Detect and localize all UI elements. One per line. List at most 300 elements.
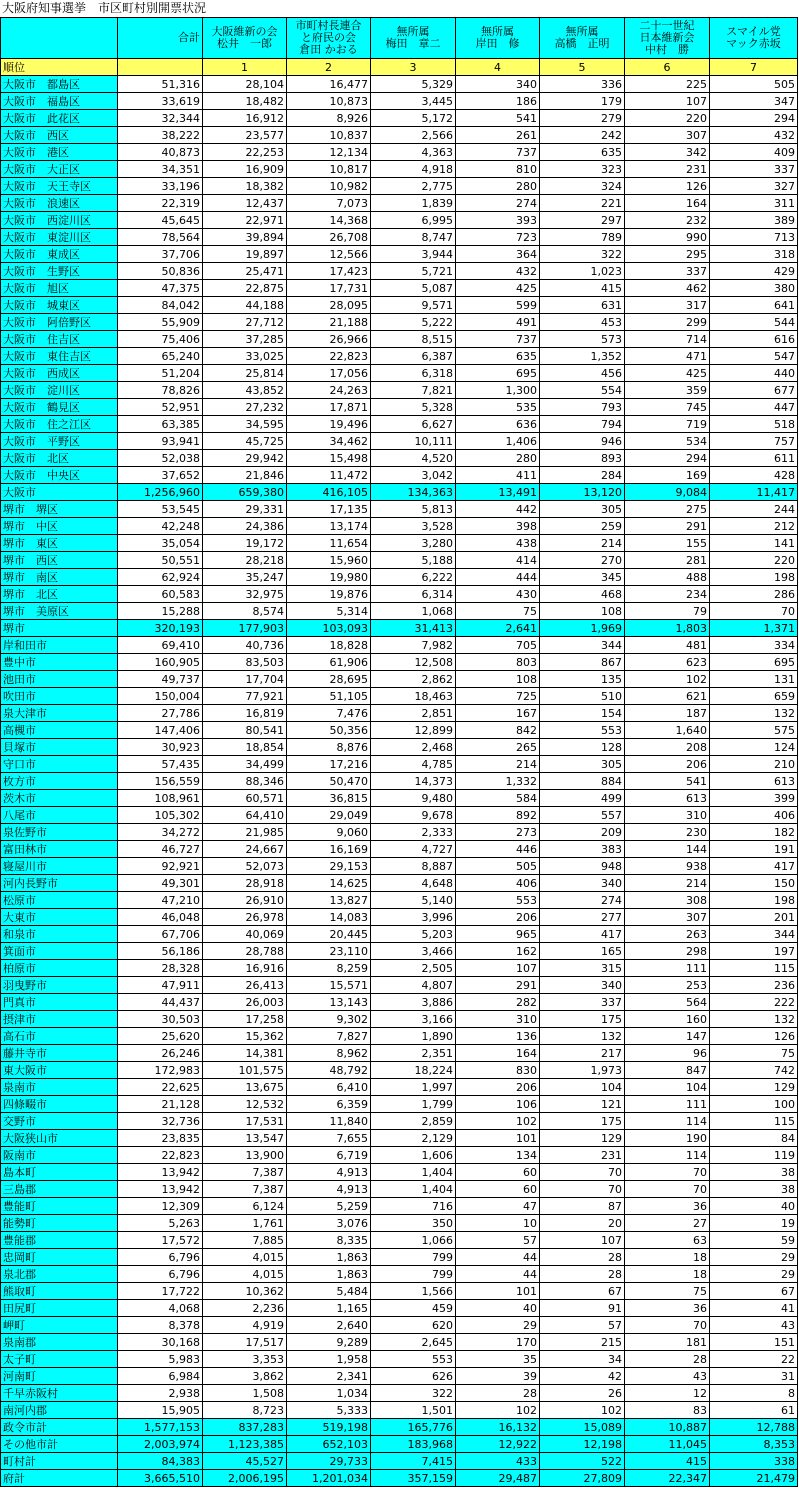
cell-total: 22,319 — [118, 195, 203, 212]
cell-candidate-4: 965 — [456, 926, 540, 943]
table-body — [1, 18, 798, 1487]
cell-candidate-5: 87 — [540, 1198, 625, 1215]
cell-candidate-7: 150 — [710, 875, 798, 892]
cell-candidate-6: 275 — [625, 501, 710, 518]
cell-candidate-6: 253 — [625, 977, 710, 994]
cell-candidate-6: 104 — [625, 1079, 710, 1096]
row-name: 大阪市 都島区 — [1, 76, 118, 93]
row-name: 阪南市 — [1, 1147, 118, 1164]
cell-candidate-2: 9,302 — [287, 1011, 371, 1028]
cell-candidate-5: 102 — [540, 1402, 625, 1419]
cell-candidate-3: 18,224 — [371, 1062, 456, 1079]
cell-candidate-5: 340 — [540, 977, 625, 994]
cell-candidate-1: 18,382 — [203, 178, 287, 195]
cell-candidate-2: 7,476 — [287, 705, 371, 722]
cell-candidate-1: 60,571 — [203, 790, 287, 807]
cell-total: 30,503 — [118, 1011, 203, 1028]
cell-candidate-3: 6,387 — [371, 348, 456, 365]
row-name: 泉佐野市 — [1, 824, 118, 841]
cell-candidate-3: 6,627 — [371, 416, 456, 433]
cell-candidate-7: 132 — [710, 705, 798, 722]
cell-total: 172,983 — [118, 1062, 203, 1079]
table-row — [1, 637, 798, 654]
cell-candidate-3: 4,807 — [371, 977, 456, 994]
cell-candidate-5: 383 — [540, 841, 625, 858]
cell-candidate-3: 4,727 — [371, 841, 456, 858]
cell-candidate-6: 208 — [625, 739, 710, 756]
cell-candidate-5: 1,973 — [540, 1062, 625, 1079]
cell-candidate-1: 3,353 — [203, 1351, 287, 1368]
cell-candidate-2: 16,477 — [287, 76, 371, 93]
row-name: 堺市 東区 — [1, 535, 118, 552]
cell-candidate-1: 19,172 — [203, 535, 287, 552]
row-name: 貝塚市 — [1, 739, 118, 756]
cell-candidate-4: 40 — [456, 1300, 540, 1317]
cell-candidate-1: 3,862 — [203, 1368, 287, 1385]
cell-candidate-6: 27 — [625, 1215, 710, 1232]
table-row — [1, 858, 798, 875]
cell-candidate-6: 481 — [625, 637, 710, 654]
cell-candidate-4: 599 — [456, 297, 540, 314]
cell-candidate-7: 613 — [710, 773, 798, 790]
cell-candidate-5: 557 — [540, 807, 625, 824]
cell-candidate-5: 510 — [540, 688, 625, 705]
cell-candidate-1: 21,846 — [203, 467, 287, 484]
table-row — [1, 229, 798, 246]
cell-candidate-3: 2,129 — [371, 1130, 456, 1147]
cell-candidate-3: 1,068 — [371, 603, 456, 620]
cell-candidate-3: 7,415 — [371, 1453, 456, 1470]
cell-candidate-3: 2,468 — [371, 739, 456, 756]
table-row — [1, 76, 798, 93]
cell-candidate-2: 519,198 — [287, 1419, 371, 1436]
cell-candidate-4: 1,406 — [456, 433, 540, 450]
row-name: 羽曳野市 — [1, 977, 118, 994]
cell-candidate-1: 4,015 — [203, 1266, 287, 1283]
row-name: 藤井寺市 — [1, 1045, 118, 1062]
row-name: 堺市 北区 — [1, 586, 118, 603]
cell-candidate-7: 22 — [710, 1351, 798, 1368]
cell-candidate-4: 265 — [456, 739, 540, 756]
cell-candidate-3: 553 — [371, 1351, 456, 1368]
cell-total: 49,737 — [118, 671, 203, 688]
table-row — [1, 926, 798, 943]
cell-candidate-3: 10,111 — [371, 433, 456, 450]
rank-1: 1 — [203, 59, 287, 76]
cell-candidate-5: 270 — [540, 552, 625, 569]
cell-candidate-7: 659 — [710, 688, 798, 705]
row-name: 島本町 — [1, 1164, 118, 1181]
cell-candidate-4: 170 — [456, 1334, 540, 1351]
cell-candidate-7: 236 — [710, 977, 798, 994]
header-candidate-5-party: 無所属 — [565, 25, 599, 38]
cell-candidate-6: 990 — [625, 229, 710, 246]
row-name: 大阪市 此花区 — [1, 110, 118, 127]
cell-candidate-2: 6,359 — [287, 1096, 371, 1113]
cell-candidate-6: 232 — [625, 212, 710, 229]
cell-candidate-6: 70 — [625, 1317, 710, 1334]
cell-candidate-1: 4,919 — [203, 1317, 287, 1334]
cell-candidate-2: 15,960 — [287, 552, 371, 569]
cell-candidate-3: 183,968 — [371, 1436, 456, 1453]
cell-candidate-2: 26,708 — [287, 229, 371, 246]
cell-candidate-5: 554 — [540, 382, 625, 399]
cell-candidate-5: 499 — [540, 790, 625, 807]
cell-candidate-5: 277 — [540, 909, 625, 926]
cell-total: 37,652 — [118, 467, 203, 484]
header-candidate-3-name: 梅田 章二 — [385, 37, 441, 50]
header-candidate-6-party-2: 日本維新会 — [639, 31, 695, 44]
cell-candidate-6: 291 — [625, 518, 710, 535]
cell-candidate-4: 491 — [456, 314, 540, 331]
table-row — [1, 161, 798, 178]
cell-candidate-5: 522 — [540, 1453, 625, 1470]
cell-total: 22,625 — [118, 1079, 203, 1096]
cell-candidate-2: 6,719 — [287, 1147, 371, 1164]
row-name: 和泉市 — [1, 926, 118, 943]
cell-candidate-2: 13,143 — [287, 994, 371, 1011]
row-name: 堺市 中区 — [1, 518, 118, 535]
cell-candidate-2: 1,958 — [287, 1351, 371, 1368]
cell-candidate-3: 6,318 — [371, 365, 456, 382]
cell-candidate-6: 147 — [625, 1028, 710, 1045]
cell-candidate-5: 345 — [540, 569, 625, 586]
cell-candidate-7: 182 — [710, 824, 798, 841]
cell-candidate-5: 867 — [540, 654, 625, 671]
cell-candidate-5: 1,352 — [540, 348, 625, 365]
cell-candidate-7: 518 — [710, 416, 798, 433]
cell-candidate-4: 39 — [456, 1368, 540, 1385]
cell-candidate-1: 34,595 — [203, 416, 287, 433]
cell-total: 26,246 — [118, 1045, 203, 1062]
cell-candidate-2: 5,259 — [287, 1198, 371, 1215]
cell-candidate-3: 799 — [371, 1266, 456, 1283]
cell-candidate-1: 22,971 — [203, 212, 287, 229]
cell-candidate-5: 323 — [540, 161, 625, 178]
cell-candidate-1: 80,541 — [203, 722, 287, 739]
table-row — [1, 1045, 798, 1062]
cell-candidate-3: 3,886 — [371, 994, 456, 1011]
row-name: 堺市 美原区 — [1, 603, 118, 620]
cell-total: 320,193 — [118, 620, 203, 637]
cell-candidate-3: 9,678 — [371, 807, 456, 824]
row-name: 茨木市 — [1, 790, 118, 807]
cell-candidate-6: 714 — [625, 331, 710, 348]
cell-candidate-1: 25,471 — [203, 263, 287, 280]
cell-candidate-4: 13,491 — [456, 484, 540, 501]
cell-candidate-5: 26 — [540, 1385, 625, 1402]
table-row — [1, 1130, 798, 1147]
row-name: 交野市 — [1, 1113, 118, 1130]
row-name: 熊取町 — [1, 1283, 118, 1300]
cell-candidate-2: 1,165 — [287, 1300, 371, 1317]
cell-candidate-2: 12,134 — [287, 144, 371, 161]
table-row — [1, 450, 798, 467]
cell-candidate-1: 4,015 — [203, 1249, 287, 1266]
cell-candidate-4: 106 — [456, 1096, 540, 1113]
row-name: 能勢町 — [1, 1215, 118, 1232]
cell-candidate-5: 67 — [540, 1283, 625, 1300]
cell-total: 2,003,974 — [118, 1436, 203, 1453]
cell-candidate-7: 129 — [710, 1079, 798, 1096]
cell-candidate-4: 186 — [456, 93, 540, 110]
cell-candidate-6: 471 — [625, 348, 710, 365]
cell-candidate-6: 317 — [625, 297, 710, 314]
cell-candidate-4: 446 — [456, 841, 540, 858]
cell-candidate-5: 107 — [540, 1232, 625, 1249]
cell-candidate-3: 9,480 — [371, 790, 456, 807]
cell-candidate-7: 311 — [710, 195, 798, 212]
cell-candidate-1: 17,531 — [203, 1113, 287, 1130]
cell-total: 27,786 — [118, 705, 203, 722]
cell-candidate-4: 108 — [456, 671, 540, 688]
cell-total: 156,559 — [118, 773, 203, 790]
row-name: 大阪狭山市 — [1, 1130, 118, 1147]
cell-total: 75,406 — [118, 331, 203, 348]
cell-candidate-4: 364 — [456, 246, 540, 263]
header-candidate-2 — [287, 18, 371, 59]
cell-candidate-7: 119 — [710, 1147, 798, 1164]
cell-candidate-2: 9,289 — [287, 1334, 371, 1351]
cell-candidate-2: 61,906 — [287, 654, 371, 671]
cell-candidate-3: 4,785 — [371, 756, 456, 773]
cell-candidate-4: 101 — [456, 1283, 540, 1300]
header-candidate-6-party-1: 二十一世紀 — [639, 19, 695, 32]
cell-candidate-6: 160 — [625, 1011, 710, 1028]
cell-candidate-4: 636 — [456, 416, 540, 433]
cell-total: 60,583 — [118, 586, 203, 603]
cell-candidate-4: 425 — [456, 280, 540, 297]
cell-candidate-2: 9,060 — [287, 824, 371, 841]
cell-candidate-3: 2,775 — [371, 178, 456, 195]
cell-candidate-7: 429 — [710, 263, 798, 280]
cell-candidate-7: 151 — [710, 1334, 798, 1351]
cell-candidate-4: 810 — [456, 161, 540, 178]
cell-candidate-1: 25,814 — [203, 365, 287, 382]
cell-candidate-1: 35,247 — [203, 569, 287, 586]
cell-total: 15,288 — [118, 603, 203, 620]
cell-candidate-7: 677 — [710, 382, 798, 399]
cell-candidate-6: 263 — [625, 926, 710, 943]
cell-candidate-7: 575 — [710, 722, 798, 739]
cell-candidate-7: 29 — [710, 1249, 798, 1266]
table-row — [1, 297, 798, 314]
rank-5: 5 — [540, 59, 625, 76]
cell-total: 32,344 — [118, 110, 203, 127]
cell-candidate-5: 57 — [540, 1317, 625, 1334]
cell-candidate-5: 42 — [540, 1368, 625, 1385]
cell-candidate-3: 2,862 — [371, 671, 456, 688]
table-row — [1, 1079, 798, 1096]
cell-candidate-2: 29,049 — [287, 807, 371, 824]
table-row — [1, 246, 798, 263]
cell-candidate-2: 28,695 — [287, 671, 371, 688]
cell-total: 84,042 — [118, 297, 203, 314]
cell-candidate-5: 297 — [540, 212, 625, 229]
cell-candidate-4: 214 — [456, 756, 540, 773]
header-candidate-6 — [625, 18, 710, 59]
cell-candidate-3: 5,087 — [371, 280, 456, 297]
cell-candidate-7: 11,417 — [710, 484, 798, 501]
cell-candidate-3: 18,463 — [371, 688, 456, 705]
cell-candidate-3: 1,404 — [371, 1181, 456, 1198]
cell-total: 8,378 — [118, 1317, 203, 1334]
cell-candidate-5: 175 — [540, 1011, 625, 1028]
cell-total: 78,826 — [118, 382, 203, 399]
cell-candidate-4: 75 — [456, 603, 540, 620]
cell-candidate-2: 50,356 — [287, 722, 371, 739]
row-name: 南河内郡 — [1, 1402, 118, 1419]
cell-candidate-7: 212 — [710, 518, 798, 535]
cell-candidate-1: 1,508 — [203, 1385, 287, 1402]
cell-candidate-4: 398 — [456, 518, 540, 535]
cell-candidate-7: 38 — [710, 1181, 798, 1198]
table-row — [1, 569, 798, 586]
cell-candidate-5: 104 — [540, 1079, 625, 1096]
table-row — [1, 331, 798, 348]
row-name: 豊能郡 — [1, 1232, 118, 1249]
cell-total: 55,909 — [118, 314, 203, 331]
cell-candidate-3: 5,813 — [371, 501, 456, 518]
table-row — [1, 977, 798, 994]
cell-candidate-4: 803 — [456, 654, 540, 671]
cell-candidate-5: 553 — [540, 722, 625, 739]
header-total: 合計 — [118, 18, 203, 59]
cell-candidate-7: 294 — [710, 110, 798, 127]
cell-candidate-7: 198 — [710, 892, 798, 909]
cell-candidate-1: 26,003 — [203, 994, 287, 1011]
rank-6: 6 — [625, 59, 710, 76]
cell-candidate-3: 459 — [371, 1300, 456, 1317]
cell-candidate-5: 324 — [540, 178, 625, 195]
cell-total: 49,301 — [118, 875, 203, 892]
cell-candidate-2: 1,863 — [287, 1249, 371, 1266]
cell-candidate-2: 10,837 — [287, 127, 371, 144]
cell-candidate-6: 96 — [625, 1045, 710, 1062]
cell-candidate-4: 167 — [456, 705, 540, 722]
cell-candidate-2: 416,105 — [287, 484, 371, 501]
cell-candidate-6: 102 — [625, 671, 710, 688]
cell-candidate-3: 5,203 — [371, 926, 456, 943]
table-row — [1, 1317, 798, 1334]
cell-candidate-7: 61 — [710, 1402, 798, 1419]
cell-total: 150,004 — [118, 688, 203, 705]
cell-candidate-6: 107 — [625, 93, 710, 110]
row-name: 岬町 — [1, 1317, 118, 1334]
cell-candidate-6: 18 — [625, 1249, 710, 1266]
cell-candidate-1: 13,900 — [203, 1147, 287, 1164]
row-name: 堺市 西区 — [1, 552, 118, 569]
cell-candidate-4: 57 — [456, 1232, 540, 1249]
row-name: 大阪市 天王寺区 — [1, 178, 118, 195]
cell-candidate-1: 52,073 — [203, 858, 287, 875]
cell-total: 147,406 — [118, 722, 203, 739]
cell-candidate-1: 18,854 — [203, 739, 287, 756]
cell-candidate-5: 279 — [540, 110, 625, 127]
cell-candidate-2: 21,188 — [287, 314, 371, 331]
cell-candidate-7: 713 — [710, 229, 798, 246]
cell-candidate-1: 6,124 — [203, 1198, 287, 1215]
cell-candidate-6: 307 — [625, 127, 710, 144]
row-name: 千早赤阪村 — [1, 1385, 118, 1402]
cell-candidate-7: 222 — [710, 994, 798, 1011]
cell-total: 92,921 — [118, 858, 203, 875]
cell-total: 21,128 — [118, 1096, 203, 1113]
cell-candidate-4: 136 — [456, 1028, 540, 1045]
cell-candidate-5: 305 — [540, 501, 625, 518]
cell-total: 47,911 — [118, 977, 203, 994]
cell-candidate-5: 793 — [540, 399, 625, 416]
cell-candidate-3: 1,606 — [371, 1147, 456, 1164]
cell-total: 13,942 — [118, 1181, 203, 1198]
cell-candidate-7: 197 — [710, 943, 798, 960]
cell-total: 33,619 — [118, 93, 203, 110]
cell-candidate-3: 8,515 — [371, 331, 456, 348]
cell-candidate-5: 209 — [540, 824, 625, 841]
cell-candidate-4: 553 — [456, 892, 540, 909]
cell-total: 84,383 — [118, 1453, 203, 1470]
cell-candidate-7: 40 — [710, 1198, 798, 1215]
row-name: 泉南郡 — [1, 1334, 118, 1351]
cell-candidate-4: 432 — [456, 263, 540, 280]
cell-candidate-5: 135 — [540, 671, 625, 688]
cell-candidate-3: 2,351 — [371, 1045, 456, 1062]
cell-candidate-6: 281 — [625, 552, 710, 569]
cell-candidate-1: 45,527 — [203, 1453, 287, 1470]
cell-candidate-2: 11,472 — [287, 467, 371, 484]
cell-candidate-5: 344 — [540, 637, 625, 654]
cell-total: 1,577,153 — [118, 1419, 203, 1436]
cell-candidate-7: 126 — [710, 1028, 798, 1045]
table-row — [1, 1113, 798, 1130]
cell-candidate-5: 20 — [540, 1215, 625, 1232]
cell-candidate-6: 299 — [625, 314, 710, 331]
cell-candidate-6: 114 — [625, 1113, 710, 1130]
cell-candidate-4: 505 — [456, 858, 540, 875]
header-candidate-4-name: 岸田 修 — [475, 37, 520, 50]
cell-candidate-4: 635 — [456, 348, 540, 365]
cell-candidate-1: 32,975 — [203, 586, 287, 603]
cell-total: 5,983 — [118, 1351, 203, 1368]
cell-candidate-1: 16,819 — [203, 705, 287, 722]
cell-candidate-2: 1,863 — [287, 1266, 371, 1283]
table-row — [1, 824, 798, 841]
row-name: 大阪市 平野区 — [1, 433, 118, 450]
cell-candidate-2: 5,333 — [287, 1402, 371, 1419]
cell-candidate-5: 274 — [540, 892, 625, 909]
row-name: 大阪市 大正区 — [1, 161, 118, 178]
cell-candidate-2: 17,135 — [287, 501, 371, 518]
row-name: 大阪市 東成区 — [1, 246, 118, 263]
cell-candidate-5: 34 — [540, 1351, 625, 1368]
row-name: 豊中市 — [1, 654, 118, 671]
row-name: 高石市 — [1, 1028, 118, 1045]
row-name: 大阪市 住之江区 — [1, 416, 118, 433]
header-candidate-1-party: 大阪維新の会 — [211, 25, 278, 38]
table-row — [1, 739, 798, 756]
cell-candidate-3: 1,890 — [371, 1028, 456, 1045]
cell-candidate-4: 737 — [456, 144, 540, 161]
subtotal-row — [1, 1436, 798, 1453]
row-name: 大阪市 西成区 — [1, 365, 118, 382]
cell-candidate-4: 206 — [456, 1079, 540, 1096]
cell-candidate-1: 16,912 — [203, 110, 287, 127]
cell-candidate-7: 337 — [710, 161, 798, 178]
cell-candidate-5: 13,120 — [540, 484, 625, 501]
cell-candidate-6: 230 — [625, 824, 710, 841]
cell-candidate-1: 28,104 — [203, 76, 287, 93]
cell-candidate-7: 399 — [710, 790, 798, 807]
